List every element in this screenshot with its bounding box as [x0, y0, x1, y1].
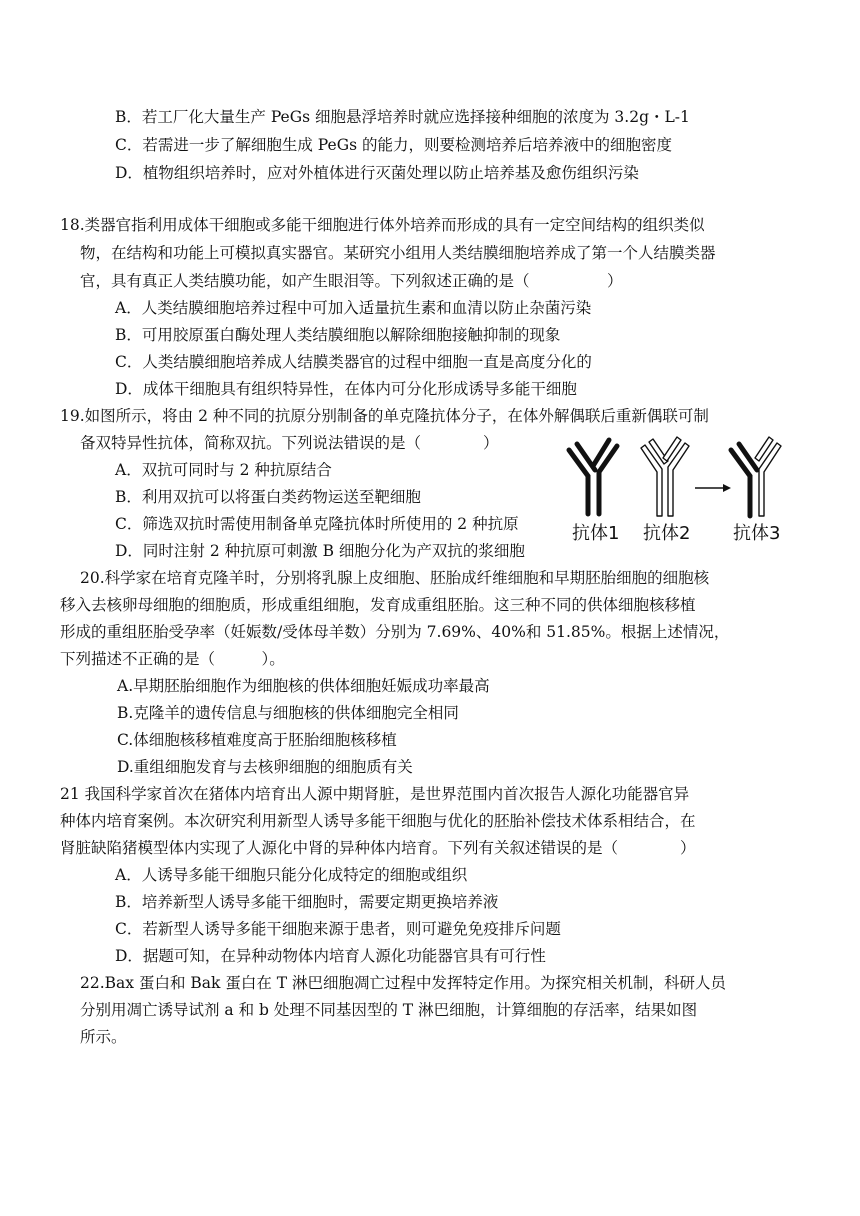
q20-stem-line-4: 下列描述不正确的是（ ）。	[60, 650, 285, 668]
antibody-3-label: 抗体3	[733, 523, 781, 544]
q19-option-a: A．双抗可同时与 2 种抗原结合	[115, 461, 332, 479]
q20-stem-line-2: 移入去核卵母细胞的细胞质，形成重组细胞，发育成重组胚胎。这三种不同的供体细胞核移植	[60, 596, 696, 614]
q21-stem-line-1: 21 我国科学家首次在猪体内培育出人源中期肾脏，是世界范围内首次报告人源化功能器官异	[60, 785, 690, 803]
q17-option-d: D．植物组织培养时，应对外植体进行灭菌处理以防止培养基及愈伤组织污染	[115, 164, 639, 182]
q19-option-c: C．筛选双抗时需使用制备单克隆抗体时所使用的 2 种抗原	[115, 515, 519, 533]
antibody-2-label: 抗体2	[643, 523, 691, 544]
q21-option-b: B．培养新型人诱导多能干细胞时，需要定期更换培养液	[115, 893, 499, 911]
antibody-2-diagram	[641, 437, 689, 516]
q18-option-d: D．成体干细胞具有组织特异性，在体内可分化形成诱导多能干细胞	[115, 380, 577, 398]
q21-option-a: A．人诱导多能干细胞只能分化成特定的细胞或组织	[115, 866, 468, 884]
q22-stem-line-1: 22.Bax 蛋白和 Bak 蛋白在 T 淋巴细胞凋亡过程中发挥特定作用。为探究相关机制，科研人员	[80, 974, 727, 992]
q18-option-a: A．人类结膜细胞培养过程中可加入适量抗生素和血清以防止杂菌污染	[115, 299, 592, 317]
q20-option-a: A.早期胚胎细胞作为细胞核的供体细胞妊娠成功率最高	[117, 677, 490, 695]
q18-option-c: C．人类结膜细胞培养成人结膜类器官的过程中细胞一直是高度分化的	[115, 353, 592, 371]
arrow-icon	[695, 484, 731, 492]
q17-option-c: C．若需进一步了解细胞生成 PeGs 的能力，则要检测培养后培养液中的细胞密度	[115, 136, 672, 154]
q20-stem-line-3: 形成的重组胚胎受孕率（妊娠数/受体母羊数）分别为 7.69%、40%和 51.85%。根据上述情况，	[60, 623, 730, 641]
antibody-1-diagram	[569, 440, 617, 514]
q19-option-b: B．利用双抗可以将蛋白类药物运送至靶细胞	[115, 488, 421, 506]
q20-stem-line-1: 20.科学家在培育克隆羊时，分别将乳腺上皮细胞、胚胎成纤维细胞和早期胚胎细胞的细胞核	[80, 569, 710, 587]
q19-option-d: D．同时注射 2 种抗原可刺激 B 细胞分化为产双抗的浆细胞	[115, 542, 525, 560]
q21-stem-line-3: 肾脏缺陷猪模型体内实现了人源化中肾的异种体内培育。下列有关叙述错误的是（ ）	[60, 839, 696, 857]
q19-stem-line-2: 备双特异性抗体，简称双抗。下列说法错误的是（ ）	[80, 434, 499, 452]
q22-stem-line-2: 分别用凋亡诱导试剂 a 和 b 处理不同基因型的 T 淋巴细胞，计算细胞的存活率，结果如图	[80, 1001, 698, 1019]
q20-option-b: B.克隆羊的遗传信息与细胞核的供体细胞完全相同	[117, 704, 459, 722]
q18-stem-line-1: 18.类器官指利用成体干细胞或多能干细胞进行体外培养而形成的具有一定空间结构的组织类似	[60, 216, 705, 234]
q21-stem-line-2: 种体内培育案例。本次研究利用新型人诱导多能干细胞与优化的胚胎补偿技术体系相结合，在	[60, 812, 696, 830]
q18-option-b: B．可用胶原蛋白酶处理人类结膜细胞以解除细胞接触抑制的现象	[115, 326, 561, 344]
q22-stem-line-3: 所示。	[80, 1028, 127, 1046]
q18-stem-line-3: 官，具有真正人类结膜功能，如产生眼泪等。下列叙述正确的是（ ）	[80, 272, 623, 290]
q17-option-b: B．若工厂化大量生产 PeGs 细胞悬浮培养时就应选择接种细胞的浓度为 3.2g・L-1	[115, 108, 690, 126]
q19-stem-line-1: 19.如图所示，将由 2 种不同的抗原分别制备的单克隆抗体分子，在体外解偶联后重新偶联可制	[60, 407, 709, 425]
q20-option-d: D.重组细胞发育与去核卵细胞的细胞质有关	[117, 758, 413, 776]
q20-option-c: C.体细胞核移植难度高于胚胎细胞核移植	[117, 731, 397, 749]
antibody-3-diagram	[731, 437, 781, 516]
antibody-1-label: 抗体1	[572, 523, 620, 544]
q21-option-c: C．若新型人诱导多能干细胞来源于患者，则可避免免疫排斥问题	[115, 920, 561, 938]
q21-option-d: D．据题可知，在异种动物体内培育人源化功能器官具有可行性	[115, 947, 546, 965]
q18-stem-line-2: 物，在结构和功能上可模拟真实器官。某研究小组用人类结膜细胞培养成了第一个人结膜类器	[80, 244, 716, 262]
